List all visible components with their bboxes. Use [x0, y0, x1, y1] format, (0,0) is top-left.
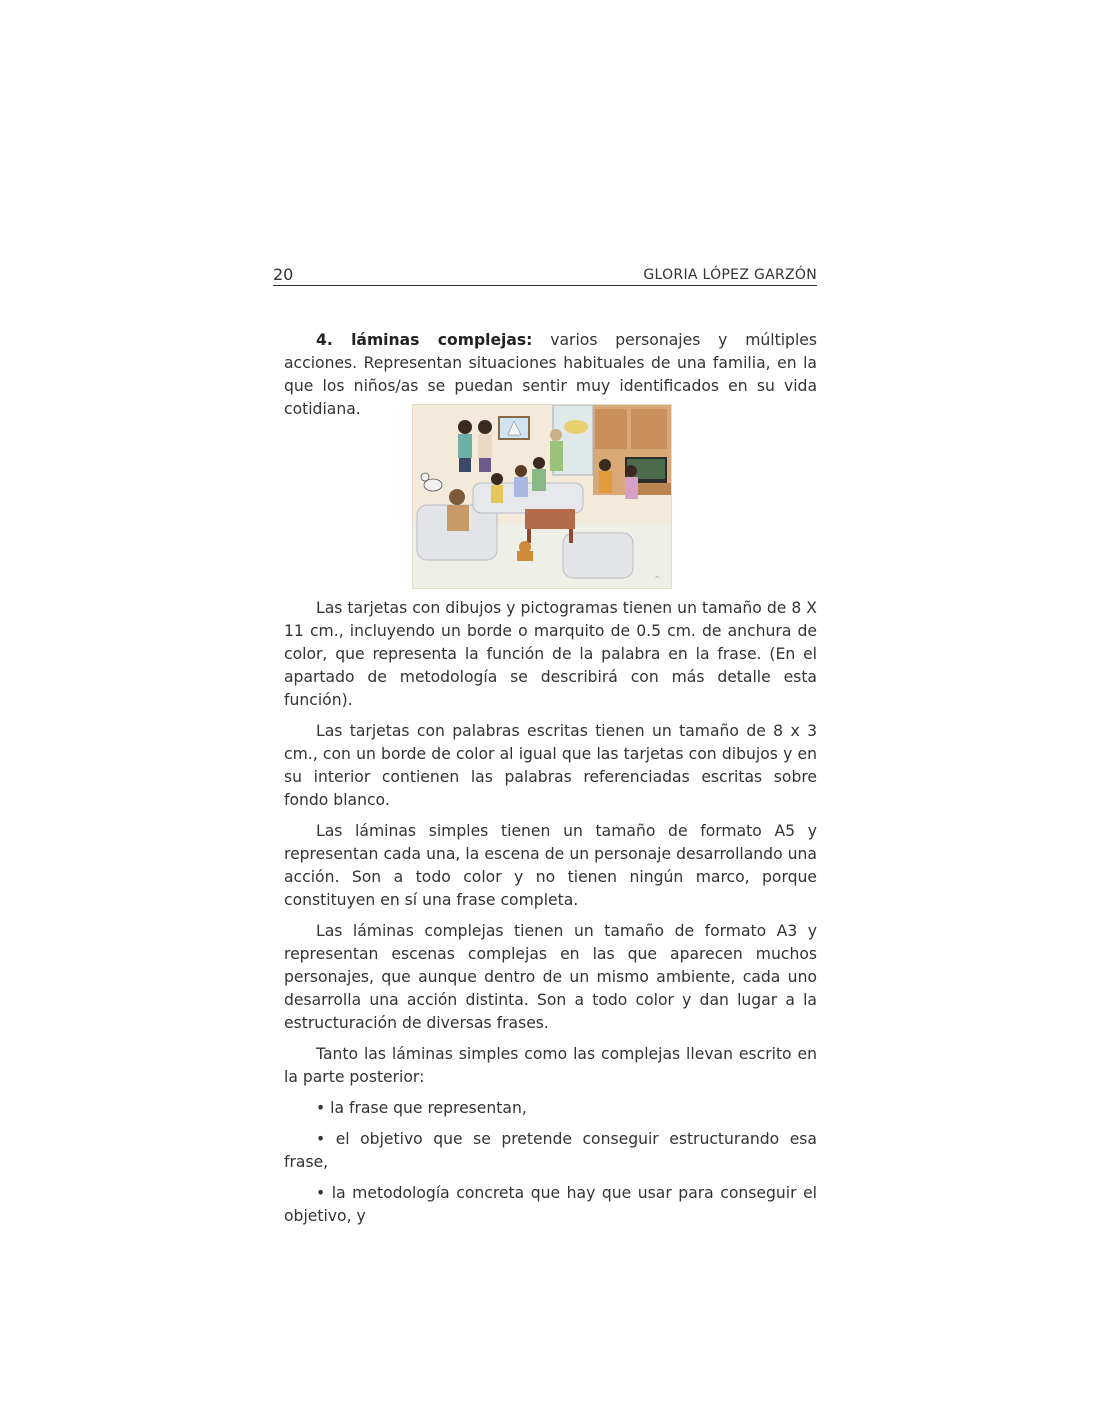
- running-header: [273, 263, 817, 286]
- family-scene-illustration: [412, 404, 672, 589]
- bullet-item: • la frase que representan,: [316, 1099, 527, 1117]
- body-text: [284, 597, 817, 1236]
- paragraph-tarjetas-dibujos: Las tarjetas con dibujos y pictogramas tienen un tamaño de 8 X 11 cm., incluyendo un borde o marquito de 0.5 cm. de anchura de color, que representa la función de la palabra en la frase. (En el apartado de metodología se describirá con más detalle esta función).: [284, 599, 817, 709]
- author-name: GLORIA LÓPEZ GARZÓN: [643, 267, 817, 283]
- intro-text: varios personajes y múltiples acciones. Representan situaciones habituales de una familia, en la que los niños/as se puedan sentir muy identificados en su vida cotidiana.: [284, 331, 817, 418]
- page-number: 20: [273, 265, 294, 284]
- bullet-item: • la metodología concreta que hay que usar para conseguir el objetivo, y: [284, 1184, 817, 1225]
- bullet-item: • el objetivo que se pretende conseguir estructurando esa frase,: [284, 1130, 817, 1171]
- paragraph-laminas-simples: Las láminas simples tienen un tamaño de formato A5 y representan cada una, la escena de un personaje desarrollando una acción. Son a todo color y no tienen ningún marco, porque constituyen en sí una frase completa.: [284, 822, 817, 909]
- paragraph-parte-posterior: Tanto las láminas simples como las complejas llevan escrito en la parte posterior:: [284, 1045, 817, 1086]
- paragraph-laminas-complejas: Las láminas complejas tienen un tamaño de formato A3 y representan escenas complejas en las que aparecen muchos personajes, que aunque dentro de un mismo ambiente, cada uno desarrolla una acción distinta. Son a todo color y dan lugar a la estructuración de diversas frases.: [284, 922, 817, 1032]
- svg-text:~: ~: [655, 575, 660, 581]
- paragraph-tarjetas-palabras: Las tarjetas con palabras escritas tienen un tamaño de 8 x 3 cm., con un borde de color al igual que las tarjetas con dibujos y en su interior contienen las palabras referenciadas escritas sobre fondo blanco.: [284, 722, 817, 809]
- intro-label: 4. láminas complejas:: [316, 331, 533, 349]
